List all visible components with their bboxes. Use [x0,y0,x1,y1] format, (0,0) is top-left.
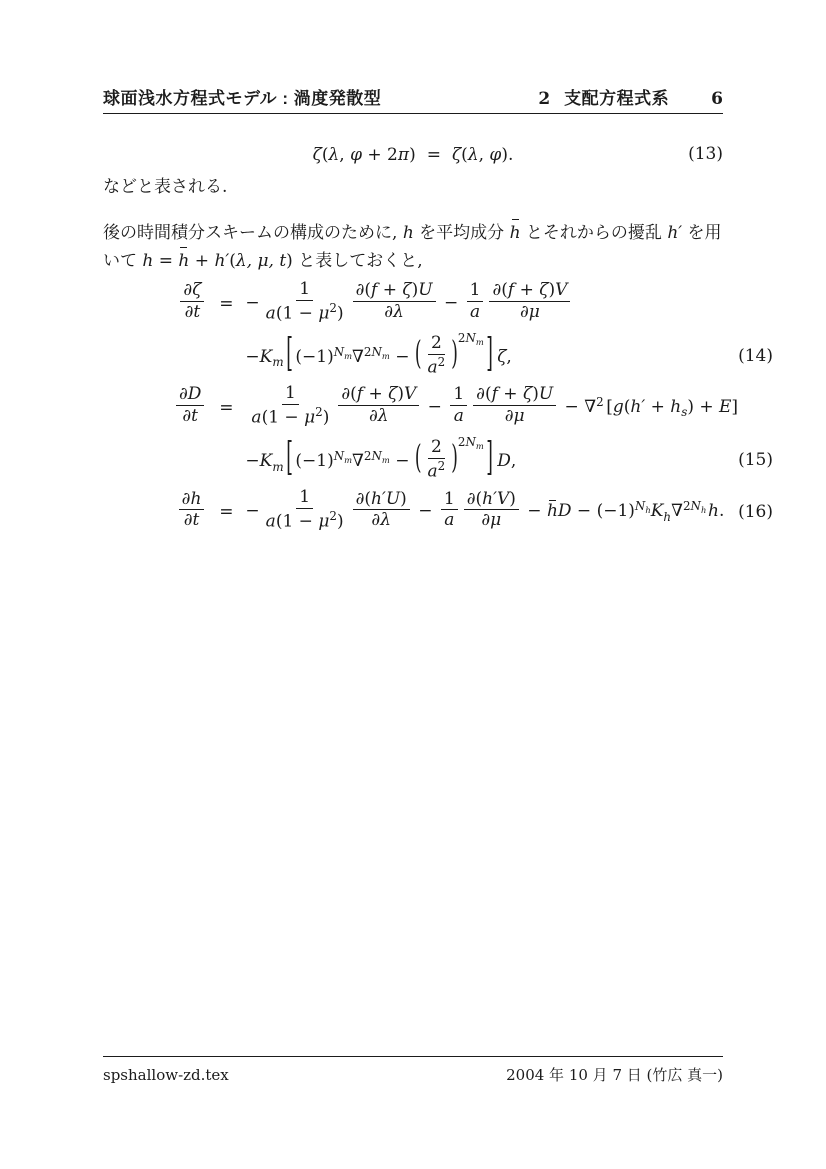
math-italic: ζ [539,280,549,301]
equation-tag: (14) [738,345,773,366]
math-roman: − [389,347,415,368]
math-italic: N [690,498,701,513]
page-header [103,89,723,114]
math-roman: 2 [329,509,337,524]
math-italic: f [491,384,498,405]
math-roman: (−1) [295,451,334,472]
subscript [272,460,283,474]
equations-block [103,279,773,534]
subscript [382,455,390,465]
equation-13-rhs [452,145,513,165]
note-line: などと表される. [103,177,228,197]
equation-rhs [245,331,511,380]
fraction [441,489,458,531]
math-italic: ζ [312,145,322,165]
math-italic: h [670,397,682,418]
math-italic: a [265,511,276,532]
fraction [467,280,484,322]
math-roman: 1 [443,488,455,509]
math-roman: (1 − [275,303,319,324]
math-italic: f [507,280,515,301]
math-italic: U [538,384,554,405]
math-roman: 2 [363,448,372,463]
denominator [478,510,504,531]
math-italic: λ, μ, t [235,250,287,271]
math-roman: 2 [363,344,372,359]
math-roman: (−1) [295,347,334,368]
math-italic: h [645,504,651,515]
math-roman: ( [623,397,631,418]
fraction [489,280,570,322]
text-run: とそれからの擾乱 [520,223,668,243]
equation-tag: (15) [738,449,773,470]
denominator [502,406,528,427]
big-delimiter: ) [451,439,458,478]
big-delimiter: ( [414,335,422,374]
math-italic: ∂ [476,384,485,405]
equals-sign: = [219,397,234,418]
math-italic: h [142,250,154,271]
math-italic: N [465,331,476,345]
equals-sign: = [219,293,234,314]
section-number: 2 [538,89,551,109]
math-italic: h′U [371,488,401,509]
math-roman: ( [364,280,372,301]
math-roman: ( [484,384,492,405]
fraction [450,384,467,426]
math-italic: a [427,461,438,482]
math-italic: g [612,397,624,418]
big-delimiter: ] [486,435,493,482]
math-italic: φ [489,145,502,165]
math-roman: ∇ [352,451,364,472]
math-italic: ζ [522,384,533,405]
big-delimiter: [ [286,435,293,482]
subscript [701,505,706,515]
numerator [464,489,519,511]
math-roman: ). [501,145,514,165]
superscript [334,345,352,361]
math-roman: ) [336,511,344,532]
equation-rhs [245,435,516,484]
math-roman: ) [532,384,539,405]
math-italic: m [475,441,484,452]
math-italic: φ [350,145,362,165]
numerator [441,489,458,511]
math-italic: ∂ [466,488,476,509]
denominator [248,405,332,428]
fraction [353,280,436,322]
math-italic: h′ [630,397,646,418]
math-italic: a [444,510,455,531]
numerator [338,384,419,406]
superscript [315,405,323,420]
overbar [547,500,558,521]
math-italic: E [719,397,732,418]
math-italic: m [272,355,284,370]
math-roman: , [478,145,490,165]
math-roman: − (−1) [571,501,635,522]
big-delimiter: ( [414,439,422,478]
math-roman: 2 [315,404,323,419]
math-roman: + [363,384,389,405]
math-roman: ) [400,488,407,509]
math-roman: ∇ [352,347,364,368]
math-italic: ∂D [179,384,202,405]
equation-tag-13: (13) [688,144,723,164]
math-roman: − [389,451,415,472]
math-roman: ) [322,407,330,428]
math-roman: ] [731,397,739,418]
subscript [663,510,671,524]
math-italic: h [178,250,190,271]
equals-sign: = [426,145,441,165]
math-roman: − [412,501,438,522]
numerator [467,280,484,302]
denominator [451,406,467,427]
denominator [179,406,201,427]
math-roman: + 2 [362,145,398,165]
math-italic: ∂h [181,488,202,509]
math-italic: ζ [402,280,412,301]
body-paragraph [103,219,723,274]
math-roman: , [339,145,351,165]
math-italic: a [469,302,481,322]
math-roman: − [245,501,260,522]
denominator [467,302,483,323]
math-italic: ∂t [184,302,201,322]
math-roman: 2 [457,435,466,450]
math-roman: ) + [687,397,719,418]
math-italic: h [509,223,521,243]
math-italic: ∂ [492,280,502,301]
subscript [476,337,484,347]
numerator [353,280,436,302]
math-italic: m [381,350,390,361]
math-roman: − [245,451,260,472]
math-italic: K [259,451,273,472]
superscript [334,449,352,465]
subscript [344,351,352,361]
math-roman: + [189,250,215,271]
equation-lhs [177,282,207,324]
math-italic: h [700,504,707,515]
math-italic: ∂λ [371,510,391,531]
math-roman: . [718,501,725,522]
math-roman: 2 [682,498,691,513]
text-run: いて [103,250,143,271]
math-roman: − [245,347,260,368]
math-italic: h [708,501,719,522]
math-roman: 1 [469,280,481,301]
math-roman: ) [409,145,416,165]
math-roman: + [645,397,671,418]
numerator [450,384,467,406]
math-roman: 2 [437,354,446,369]
numerator [428,333,445,355]
math-roman: ) [336,303,344,324]
math-italic: ζ [388,384,398,405]
superscript [458,435,484,451]
math-roman: ( [229,250,236,271]
math-roman: + [497,384,523,405]
subscript [344,455,352,465]
math-italic: a [265,303,276,324]
math-roman: 1 [453,384,465,405]
equation-rhs [245,281,573,326]
math-roman: 2 [430,333,442,354]
math-italic: N [371,448,382,463]
running-section [538,89,723,109]
math-roman: 1 [299,279,311,299]
text-run: を平均成分 [413,223,510,243]
equation-lhs [173,386,207,428]
math-italic: s [681,405,688,420]
math-italic: N [333,344,345,359]
subscript [476,441,484,451]
math-italic: m [344,454,353,465]
math-roman: ) [548,280,556,301]
math-roman: 1 [299,487,311,508]
denominator [366,406,392,427]
math-roman: (1 − [261,407,305,428]
math-italic: N [333,448,345,463]
numerator [180,280,204,302]
math-italic: ζ [451,145,462,165]
math-italic: ζ [497,347,507,368]
math-italic: μ [304,407,316,428]
math-italic: a [251,407,262,428]
math-roman: ) [411,280,419,301]
math-italic: λ [467,145,479,165]
superscript [683,499,706,515]
numerator [179,489,205,511]
math-italic: K [259,347,273,368]
math-roman: 2 [430,437,442,458]
equation-rhs [245,385,738,430]
denominator [425,355,449,378]
math-roman: , [506,347,512,368]
text-run: と表しておくと, [292,250,423,271]
math-italic: h [663,509,672,524]
math-italic: ∂ζ [183,280,202,301]
fraction [179,489,205,531]
math-italic: m [272,459,284,474]
math-italic: f [371,280,378,301]
equation-tag: (16) [738,501,773,522]
math-italic: ∂μ [481,510,502,531]
fraction [248,383,332,428]
subscript [272,355,283,369]
equals-sign: = [219,501,234,522]
math-italic: h′V [482,488,510,509]
math-italic: D [497,451,511,472]
math-roman: + [377,280,403,301]
math-roman: 2 [596,394,604,409]
fraction [353,489,410,531]
numerator [176,384,204,406]
math-italic: m [344,350,353,361]
math-roman: − [438,293,464,313]
math-roman: [ [606,397,613,418]
fraction [338,384,419,426]
superscript [596,395,604,409]
page-number: 6 [711,89,723,109]
math-italic: λ [328,145,340,165]
math-italic: ∂ [355,280,365,301]
fraction [464,489,519,531]
page-footer [103,1056,723,1085]
math-roman: − [245,293,260,313]
math-roman: 2 [329,300,337,315]
fraction [473,384,556,426]
equation-lhs [176,488,208,533]
fraction [425,333,449,378]
equation-rhs [245,489,724,534]
math-italic: h [402,223,414,243]
math-italic: m [475,336,484,347]
denominator [381,302,407,323]
superscript [458,331,484,347]
footer-filename: spshallow-zd.tex [103,1066,229,1084]
math-italic: N [371,344,382,359]
overbar [510,219,521,247]
math-italic: μ [318,511,330,532]
superscript [329,509,337,524]
running-title: 球面浅水方程式モデル : 渦度発散型 [103,89,382,108]
equation-13-lhs [313,145,416,165]
overbar [178,247,189,275]
math-italic: N [634,498,646,513]
numerator [282,383,299,405]
superscript [329,301,337,316]
fraction [180,280,204,322]
math-italic: ∂λ [384,302,404,322]
superscript [364,345,390,361]
math-italic: V [404,384,417,405]
superscript [438,459,446,474]
math-roman: , [510,451,517,472]
math-italic: ∂λ [369,406,389,427]
superscript [364,449,390,465]
math-roman: ( [321,145,329,165]
section-title: 支配方程式系 [564,89,670,108]
numerator [353,489,410,511]
numerator [296,487,313,509]
math-roman: 2 [437,459,446,474]
footer-date: 2004 年 10 月 7 日 (竹広 真一) [506,1066,723,1084]
math-roman: − [422,397,448,418]
math-roman: − [521,501,547,522]
numerator [489,280,570,302]
math-roman: ( [501,280,508,301]
fraction [176,384,204,426]
math-italic: K [650,501,664,522]
superscript [635,499,651,515]
math-italic: h′ [667,223,683,243]
math-roman: 1 [284,383,296,404]
fraction [425,437,449,482]
denominator [441,510,457,531]
math-italic: h′ [214,250,230,271]
math-roman: + [514,280,540,301]
equation-13 [103,140,723,170]
math-italic: ∂μ [504,406,525,427]
denominator [263,509,347,532]
math-roman: − ∇ [559,397,597,418]
numerator [428,437,445,459]
math-italic: a [453,406,464,427]
math-roman: ( [350,384,357,405]
fraction [263,279,347,324]
big-delimiter: ) [451,335,458,374]
big-delimiter: ] [486,331,493,378]
math-italic: h [546,501,558,522]
math-italic: ∂ [341,384,351,405]
subscript [382,351,390,361]
math-italic: π [397,145,410,165]
denominator [517,302,543,323]
math-roman: ) [509,488,516,509]
fraction [263,487,347,532]
big-delimiter: [ [286,331,293,378]
math-roman: ) [397,384,404,405]
math-italic: ∂ [355,488,365,509]
math-italic: V [555,280,568,301]
math-italic: μ [318,303,330,324]
math-roman: 2 [457,331,466,345]
math-italic: N [465,435,476,450]
denominator [368,510,394,531]
math-italic: ∂t [183,510,200,531]
denominator [425,459,449,482]
text-run: を用 [682,223,722,243]
denominator [263,301,347,324]
math-roman: ( [461,145,468,165]
math-italic: a [427,357,438,378]
math-italic: U [418,280,433,301]
text-run: 後の時間積分スキームの構成のために, [103,223,403,243]
math-roman: ) [286,250,293,271]
math-roman: ∇ [671,501,683,522]
numerator [473,384,556,406]
math-roman: ( [475,488,483,509]
math-italic: m [381,454,390,465]
math-italic: f [356,384,364,405]
math-roman: = [153,250,179,271]
math-italic: D [557,501,572,522]
math-roman: ( [364,488,372,509]
math-italic: ∂μ [520,302,540,322]
denominator [181,510,203,531]
math-italic: ∂t [182,406,199,427]
math-roman: (1 − [275,511,319,532]
denominator [182,302,204,323]
superscript [438,355,446,370]
numerator [296,279,313,301]
